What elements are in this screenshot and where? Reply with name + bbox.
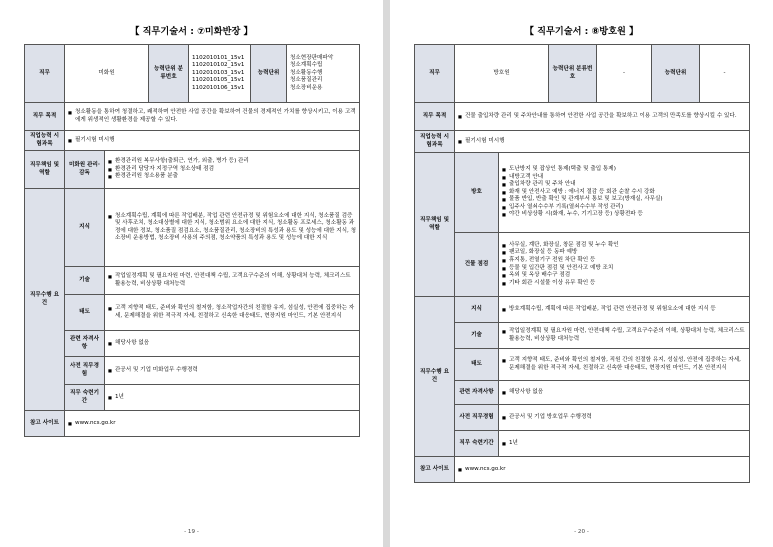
page-title: 【 직무기술서 : ⑧방호원 】: [524, 26, 639, 37]
page-number: - 20 -: [574, 529, 589, 535]
knowledge-label: 지식: [65, 189, 105, 267]
job-value: 미화원: [65, 45, 149, 103]
experience-text: ■ 관공서 및 기업 미화업무 수행경력: [105, 357, 360, 385]
reference-label: 참고 사이트: [25, 411, 65, 437]
job-value: 방호원: [455, 45, 549, 103]
job-description-table: [414, 44, 750, 483]
duty-list: ■ 환경관리원 복무사항(출퇴근, 연가, 외출, 병가 등) 관리 ■ 환경관리 담당자 지정구역 청소상태 점검 ■ 환경관리원 청소용품 분출: [105, 151, 360, 189]
building-check-list: ■ 사무실, 계단, 화장실, 창문 점검 및 누수 확인 ■ 팬코일, 화장실 등 동파 예방 ■ 휴지통, 전열기구 전원 차단 확인 등 ■ 등물 및 입간판 점검 및 안전사고 예방 조치 ■ 옥외 및 옥상 배수구 점검 ■ 기타 회관 시설물 이상 유무 확인 등: [499, 233, 750, 297]
unit-code-value: -: [597, 45, 652, 103]
job-description-table: [24, 44, 360, 437]
job-label: 직무: [25, 45, 65, 103]
exam-text: ■ 필기시험 미시행: [65, 131, 360, 151]
experience-label: 사전 직무경험: [455, 405, 499, 431]
exam-label: 직업능력 시험과목: [415, 131, 455, 153]
purpose-text: ■ 건물 출입차량 관리 및 주차안내를 통하여 안전한 사업 공간을 확보하고 이용 고객의 만족도를 향상시킬 수 있다.: [455, 103, 750, 131]
reference-label: 참고 사이트: [415, 457, 455, 483]
guard-label: 방호: [455, 153, 499, 233]
period-label: 직무 숙련기간: [455, 431, 499, 457]
cert-label: 관련 자격사항: [65, 331, 105, 357]
period-text: ■ 1년: [499, 431, 750, 457]
skill-label: 기술: [455, 323, 499, 349]
knowledge-label: 지식: [455, 297, 499, 323]
period-label: 직무 숙련기간: [65, 385, 105, 411]
page-left: [0, 0, 383, 547]
reference-link[interactable]: ■ www.ncs.go.kr: [65, 411, 360, 437]
job-label: 직무: [415, 45, 455, 103]
unit-value: -: [700, 45, 750, 103]
purpose-text: ■ 청소활동을 통하여 청결하고, 쾌적하며 안전한 사업 공간을 확보하여 건물의 경제적인 가치를 향상시키고, 이용 고객에게 위생적인 생활환경을 제공할 수 있다.: [65, 103, 360, 131]
unit-label: 능력단위: [652, 45, 700, 103]
skill-label: 기술: [65, 267, 105, 295]
experience-label: 사전 직무경험: [65, 357, 105, 385]
exam-text: ■ 필기시험 미시행: [455, 131, 750, 153]
experience-text: ■ 관공서 및 기업 방호업무 수행경력: [499, 405, 750, 431]
page-title: 【 직무기술서 : ⑦미화반장 】: [130, 26, 253, 37]
unit-label: 능력단위: [251, 45, 287, 103]
attitude-label: 태도: [65, 295, 105, 331]
purpose-label: 직무 목적: [25, 103, 65, 131]
attitude-text: ■ 고객 지향적 태도, 준비와 확인의 철저함, 청소작업자간의 친절함 유지, 섬실성, 안전에 집중하는 자세, 문제해결을 위한 적극적 자세, 친절하고 신속한 대응태도, 현장지원 마인드, 기본 안전지식: [105, 295, 360, 331]
requirements-label: 직무수행 요건: [415, 297, 455, 457]
page-right: [390, 0, 773, 547]
cert-text: ■ 해당사항 없음: [105, 331, 360, 357]
cert-text: ■ 해당사항 없음: [499, 381, 750, 405]
exam-label: 직업능력 시험과목: [25, 131, 65, 151]
skill-text: ■ 작업일정계획 및 필요자원 마련, 안전대책 수립, 고객요구수준의 이해, 상황대처 능력, 체크리스트 활용능력, 비상상황 대처능력: [105, 267, 360, 295]
purpose-label: 직무 목적: [415, 103, 455, 131]
unit-code-label: 능력단위 분류번호: [149, 45, 189, 103]
page-number: - 19 -: [184, 529, 199, 535]
cert-label: 관련 자격사항: [455, 381, 499, 405]
unit-code-label: 능력단위 분류번호: [549, 45, 597, 103]
reference-link[interactable]: ■ www.ncs.go.kr: [455, 457, 750, 483]
attitude-text: ■ 고객 지향적 태도, 준비와 확인의 철저함, 직원 간의 친절함 유지, 성실성, 안전에 집중하는 자세, 문제해결을 위한 적극적 자세, 친절하고 신속한 대응태도, 현장지원 마인드, 기본 안전지식: [499, 349, 750, 381]
duty-label: 직무책임 및 역할: [25, 151, 65, 189]
guard-list: ■ 도난방지 및 잡상인 통제(택출 및 출입 통제) ■ 내방고객 안내 ■ 출입차량 관리 및 주차 안내 ■ 화재 및 안전사고 예방 : 에너지 절감 등 회관 순찰 수시 강화 ■ 물품 반입, 반출 확인 및 관계부서 통보 및 보고(방재실, 사무실) ■ 입주사 열쇠수수부 기록(열쇠수수부 작성 관리) ■ 야간 비상상황 시(화재, 누수, 기기고장 등) 상황전파 등: [499, 153, 750, 233]
unit-list: 청소현장판매파악 청소계획수립 청소활동수행 청소품질관리 청소장비운용: [287, 45, 360, 103]
knowledge-text: ■ 방호계획수립, 계획에 따른 작업배분, 작업 관련 안전규정 및 위험요소에 대한 지식 등: [499, 297, 750, 323]
attitude-label: 태도: [455, 349, 499, 381]
period-text: ■ 1년: [105, 385, 360, 411]
duty-sub-label: 미화원 관리·감독: [65, 151, 105, 189]
requirements-label: 직무수행 요건: [25, 189, 65, 411]
building-check-label: 건물 점검: [455, 233, 499, 297]
duty-label: 직무책임 및 역할: [415, 153, 455, 297]
unit-code-list: 1102010101_15v1 1102010102_15v1 1102010103_15v1 1102010105_15v1 1102010106_15v1: [189, 45, 251, 103]
skill-text: ■ 작업일정계획 및 필요자원 마련, 안전대책 수립, 고객요구수준의 이해, 상황대처 능력, 체크리스트 활용능력, 비상상황 대처능력: [499, 323, 750, 349]
knowledge-text: ■ 청소계획수립, 계획에 따른 작업배분, 작업 관련 안전규정 및 위험요소에 대한 지식, 청소품질 검증 및 사후조치, 청소대상별에 대한 지식, 청소범위 요소에 대한 지식, 청소활동 프로세스, 청소활동 과정에 대한 정보, 청소품질 점검요소, 청소품질관리, 청소장비의 특성과 용도 및 성능에 대한 지식, 청소장비 운용방법, 청소장비 사용의 주의점, 청소약품의 특성과 용도 및 성능에 대한 지식: [105, 189, 360, 267]
